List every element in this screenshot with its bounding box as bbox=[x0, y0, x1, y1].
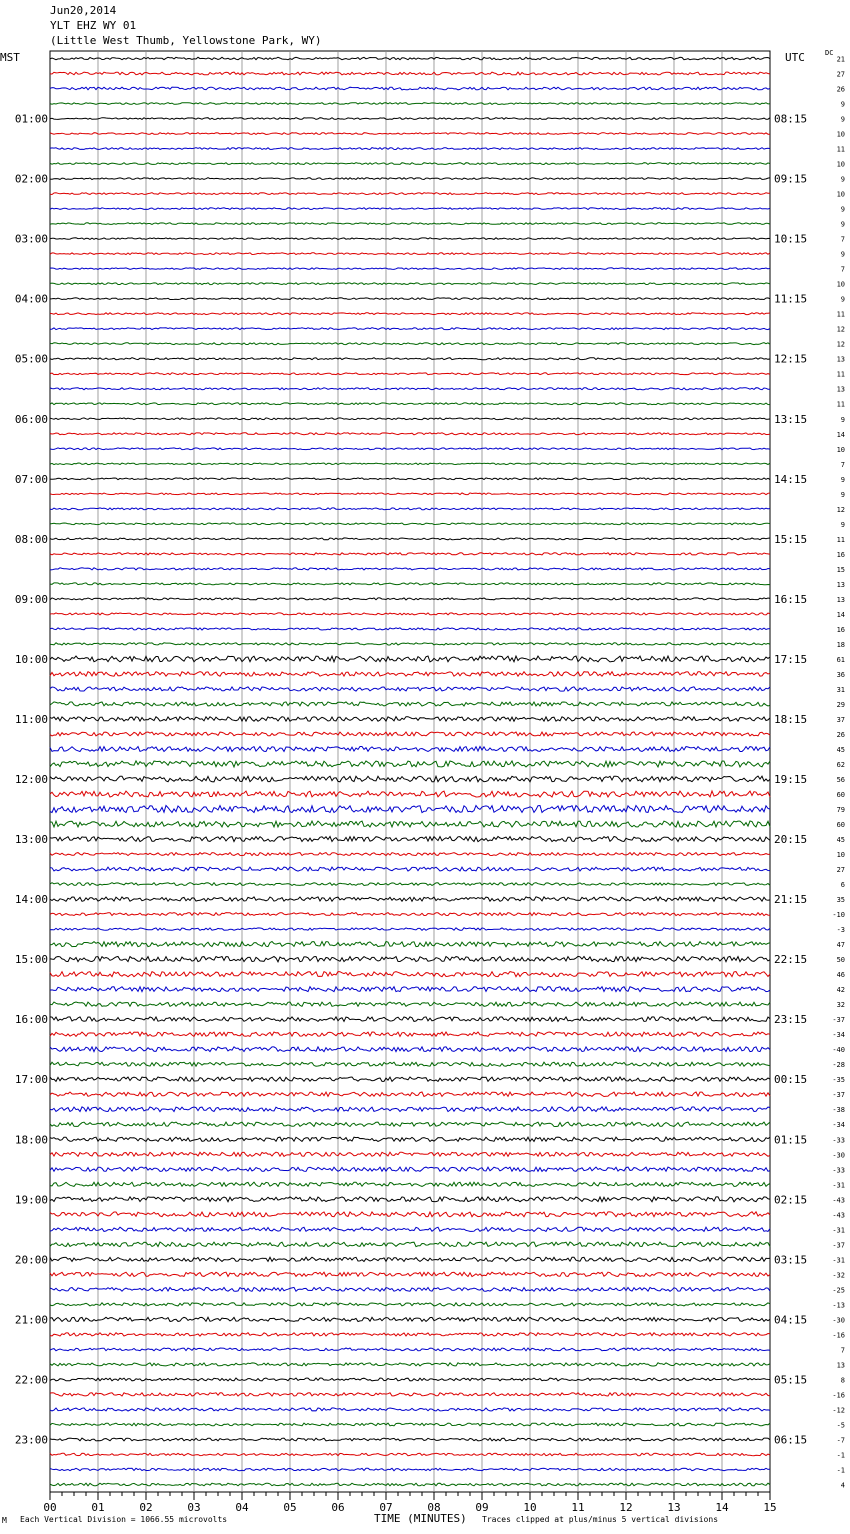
dc-offset-label: 10 bbox=[836, 160, 845, 169]
mst-hour-label: 17:00 bbox=[14, 1073, 48, 1087]
dc-offset-label: 14 bbox=[836, 430, 845, 439]
seismic-trace bbox=[50, 1077, 770, 1082]
mst-hour-label: 23:00 bbox=[14, 1433, 48, 1447]
dc-offset-label: -31 bbox=[832, 1226, 845, 1235]
seismic-trace bbox=[50, 133, 770, 135]
dc-offset-label: 16 bbox=[836, 625, 845, 634]
mst-hour-label: 21:00 bbox=[14, 1313, 48, 1327]
seismic-trace bbox=[50, 1438, 770, 1441]
seismic-trace bbox=[50, 1287, 770, 1291]
seismic-trace bbox=[50, 1002, 770, 1006]
dc-offset-label: -30 bbox=[832, 1316, 845, 1325]
seismic-trace bbox=[50, 418, 770, 420]
utc-hour-label: 18:15 bbox=[774, 712, 808, 726]
seismic-trace bbox=[50, 1182, 770, 1186]
dc-offset-label: 29 bbox=[836, 700, 845, 709]
utc-hour-label: 01:15 bbox=[774, 1133, 808, 1147]
seismic-trace bbox=[50, 747, 770, 752]
seismic-trace bbox=[50, 538, 770, 540]
dc-offset-label: 10 bbox=[836, 280, 845, 289]
dc-offset-label: 47 bbox=[836, 941, 845, 950]
seismic-trace bbox=[50, 193, 770, 195]
seismic-trace bbox=[50, 1453, 770, 1456]
seismic-trace bbox=[50, 1197, 770, 1202]
dc-offset-label: -12 bbox=[832, 1406, 845, 1415]
dc-offset-label: 9 bbox=[840, 415, 845, 424]
seismic-trace bbox=[50, 253, 770, 255]
seismic-trace bbox=[50, 761, 770, 767]
dc-offset-label: 45 bbox=[836, 836, 845, 845]
dc-offset-label: -37 bbox=[832, 1091, 845, 1100]
dc-offset-label: 7 bbox=[840, 460, 845, 469]
seismic-trace bbox=[50, 1468, 770, 1470]
dc-offset-label: -34 bbox=[832, 1031, 845, 1040]
dc-offset-label: 10 bbox=[836, 445, 845, 454]
x-tick-label: 10 bbox=[523, 1501, 537, 1514]
dc-offset-label: -31 bbox=[832, 1181, 845, 1190]
utc-hour-label: 16:15 bbox=[774, 592, 808, 606]
dc-offset-label: 12 bbox=[836, 340, 845, 349]
dc-offset-label: 11 bbox=[836, 535, 845, 544]
x-tick-label: 06 bbox=[331, 1501, 345, 1514]
seismic-trace bbox=[50, 433, 770, 435]
dc-offset-label: -1 bbox=[836, 1451, 845, 1460]
mst-hour-label: 03:00 bbox=[14, 232, 48, 246]
seismic-trace bbox=[50, 313, 770, 315]
seismic-trace bbox=[50, 672, 770, 677]
seismic-trace bbox=[50, 1378, 770, 1381]
dc-offset-label: 27 bbox=[836, 866, 845, 875]
clip-note: Traces clipped at plus/minus 5 vertical divisions bbox=[482, 1515, 719, 1524]
seismic-trace bbox=[50, 1122, 770, 1126]
seismic-trace bbox=[50, 987, 770, 992]
mst-hour-label: 07:00 bbox=[14, 472, 48, 486]
utc-hour-label: 12:15 bbox=[774, 352, 808, 366]
dc-offset-label: 46 bbox=[836, 971, 845, 980]
seismic-trace bbox=[50, 1483, 770, 1486]
seismic-trace bbox=[50, 57, 770, 59]
dc-offset-label: -32 bbox=[832, 1271, 845, 1280]
seismic-trace bbox=[50, 568, 770, 570]
utc-hour-label: 20:15 bbox=[774, 833, 808, 847]
x-tick-label: 05 bbox=[283, 1501, 297, 1514]
x-tick-label: 07 bbox=[379, 1501, 393, 1514]
mst-hour-label: 11:00 bbox=[14, 712, 48, 726]
dc-offset-label: -43 bbox=[832, 1211, 845, 1220]
seismic-trace bbox=[50, 583, 770, 585]
seismic-trace bbox=[50, 1092, 770, 1097]
mst-hour-label: 15:00 bbox=[14, 953, 48, 967]
dc-offset-label: -37 bbox=[832, 1241, 845, 1250]
mst-hour-label: 10:00 bbox=[14, 652, 48, 666]
seismic-trace bbox=[50, 553, 770, 555]
dc-offset-label: 61 bbox=[836, 655, 845, 664]
mst-hour-label: 16:00 bbox=[14, 1013, 48, 1027]
utc-hour-label: 06:15 bbox=[774, 1433, 808, 1447]
dc-offset-label: 60 bbox=[836, 791, 845, 800]
logo-mark: M bbox=[2, 1516, 7, 1525]
seismic-trace bbox=[50, 208, 770, 210]
seismic-trace bbox=[50, 343, 770, 345]
dc-offset-label: 9 bbox=[840, 295, 845, 304]
seismic-trace bbox=[50, 223, 770, 225]
dc-offset-label: 4 bbox=[840, 1481, 845, 1490]
plot-date: Jun20,2014 bbox=[50, 4, 117, 17]
seismic-trace bbox=[50, 1393, 770, 1396]
seismic-trace bbox=[50, 806, 770, 813]
dc-offset-label: -1 bbox=[836, 1466, 845, 1475]
seismic-trace bbox=[50, 268, 770, 270]
dc-offset-label: 35 bbox=[836, 896, 845, 905]
dc-offset-label: -25 bbox=[832, 1286, 845, 1295]
dc-offset-label: -16 bbox=[832, 1331, 845, 1340]
seismic-trace bbox=[50, 791, 770, 797]
dc-offset-label: 13 bbox=[836, 595, 845, 604]
seismic-trace bbox=[50, 598, 770, 600]
seismic-trace bbox=[50, 1317, 770, 1321]
seismic-trace bbox=[50, 478, 770, 480]
dc-offset-label: 45 bbox=[836, 745, 845, 754]
mst-hour-label: 04:00 bbox=[14, 292, 48, 306]
dc-offset-label: 11 bbox=[836, 370, 845, 379]
seismic-trace bbox=[50, 373, 770, 375]
utc-hour-label: 15:15 bbox=[774, 532, 808, 546]
x-axis-title: TIME (MINUTES) bbox=[374, 1512, 467, 1525]
seismic-trace bbox=[50, 72, 770, 75]
dc-offset-label: 79 bbox=[836, 806, 845, 815]
dc-offset-label: 6 bbox=[840, 881, 845, 890]
dc-offset-label: -40 bbox=[832, 1046, 845, 1055]
dc-offset-label: 9 bbox=[840, 220, 845, 229]
utc-hour-label: 14:15 bbox=[774, 472, 808, 486]
seismic-trace bbox=[50, 1242, 770, 1247]
dc-offset-label: 13 bbox=[836, 385, 845, 394]
seismic-trace bbox=[50, 1152, 770, 1156]
seismic-trace bbox=[50, 1032, 770, 1036]
dc-offset-label: 10 bbox=[836, 190, 845, 199]
dc-offset-label: 27 bbox=[836, 70, 845, 79]
seismic-trace bbox=[50, 1408, 770, 1411]
dc-offset-label: -35 bbox=[832, 1076, 845, 1085]
utc-hour-label: 11:15 bbox=[774, 292, 808, 306]
seismic-trace bbox=[50, 867, 770, 871]
dc-offset-label: 11 bbox=[836, 310, 845, 319]
seismic-trace bbox=[50, 643, 770, 645]
dc-offset-label: -16 bbox=[832, 1391, 845, 1400]
utc-hour-label: 08:15 bbox=[774, 112, 808, 126]
dc-offset-label: 32 bbox=[836, 1001, 845, 1010]
seismic-trace bbox=[50, 178, 770, 180]
x-tick-label: 14 bbox=[715, 1501, 729, 1514]
seismic-trace bbox=[50, 1257, 770, 1261]
dc-offset-label: -3 bbox=[836, 926, 845, 935]
seismic-trace bbox=[50, 1017, 770, 1022]
dc-offset-label: 7 bbox=[840, 1346, 845, 1355]
dc-offset-label: -31 bbox=[832, 1256, 845, 1265]
dc-offset-label: 42 bbox=[836, 986, 845, 995]
dc-offset-label: 9 bbox=[840, 250, 845, 259]
seismic-trace bbox=[50, 1227, 770, 1231]
seismic-trace bbox=[50, 403, 770, 405]
seismic-trace bbox=[50, 283, 770, 285]
utc-hour-label: 09:15 bbox=[774, 172, 808, 186]
seismic-trace bbox=[50, 821, 770, 827]
utc-hour-label: 13:15 bbox=[774, 412, 808, 426]
dc-offset-label: 26 bbox=[836, 730, 845, 739]
x-tick-label: 09 bbox=[475, 1501, 489, 1514]
seismic-trace bbox=[50, 1167, 770, 1171]
utc-hour-label: 05:15 bbox=[774, 1373, 808, 1387]
dc-offset-label: -37 bbox=[832, 1016, 845, 1025]
seismic-trace bbox=[50, 776, 770, 782]
x-tick-label: 08 bbox=[427, 1501, 441, 1514]
x-tick-label: 15 bbox=[763, 1501, 777, 1514]
seismic-trace bbox=[50, 1212, 770, 1217]
scale-note: Each Vertical Division = 1066.55 microvolts bbox=[20, 1515, 228, 1524]
dc-offset-label: 10 bbox=[836, 130, 845, 139]
seismic-trace bbox=[50, 942, 770, 947]
seismic-trace bbox=[50, 448, 770, 450]
dc-offset-label: 12 bbox=[836, 505, 845, 514]
right-timezone-label: UTC bbox=[785, 51, 805, 64]
mst-hour-label: 05:00 bbox=[14, 352, 48, 366]
dc-offset-label: -10 bbox=[832, 911, 845, 920]
dc-offset-label: -13 bbox=[832, 1301, 845, 1310]
seismic-trace bbox=[50, 1272, 770, 1276]
seismic-trace bbox=[50, 883, 770, 886]
dc-offset-label: 21 bbox=[836, 55, 845, 64]
seismic-trace bbox=[50, 928, 770, 931]
mst-hour-label: 19:00 bbox=[14, 1193, 48, 1207]
utc-hour-label: 19:15 bbox=[774, 773, 808, 787]
dc-offset-label: -33 bbox=[832, 1136, 845, 1145]
utc-hour-label: 03:15 bbox=[774, 1253, 808, 1267]
utc-hour-label: 21:15 bbox=[774, 893, 808, 907]
dc-offset-label: 62 bbox=[836, 760, 845, 769]
dc-offset-label: -5 bbox=[836, 1421, 845, 1430]
seismic-trace bbox=[50, 1137, 770, 1141]
seismic-trace bbox=[50, 328, 770, 330]
seismic-trace bbox=[50, 493, 770, 495]
dc-offset-label: 9 bbox=[840, 490, 845, 499]
dc-offset-label: 14 bbox=[836, 610, 845, 619]
dc-column-label: DC bbox=[825, 49, 834, 57]
dc-offset-label: -7 bbox=[836, 1436, 845, 1445]
seismic-trace bbox=[50, 388, 770, 390]
seismic-trace bbox=[50, 1333, 770, 1336]
dc-offset-label: 9 bbox=[840, 205, 845, 214]
dc-offset-label: 37 bbox=[836, 715, 845, 724]
seismic-trace bbox=[50, 523, 770, 525]
seismic-trace bbox=[50, 628, 770, 630]
label-layer bbox=[15, 56, 845, 1514]
x-tick-label: 11 bbox=[571, 1501, 585, 1514]
seismic-trace bbox=[50, 913, 770, 916]
utc-hour-label: 00:15 bbox=[774, 1073, 808, 1087]
seismic-trace bbox=[50, 717, 770, 722]
x-tick-label: 00 bbox=[43, 1501, 57, 1514]
mst-hour-label: 08:00 bbox=[14, 532, 48, 546]
mst-hour-label: 13:00 bbox=[14, 833, 48, 847]
dc-offset-label: 8 bbox=[840, 1376, 845, 1385]
seismic-trace bbox=[50, 1047, 770, 1052]
dc-offset-label: 9 bbox=[840, 475, 845, 484]
mst-hour-label: 12:00 bbox=[14, 773, 48, 787]
x-tick-label: 12 bbox=[619, 1501, 633, 1514]
mst-hour-label: 02:00 bbox=[14, 172, 48, 186]
mst-hour-label: 18:00 bbox=[14, 1133, 48, 1147]
seismic-trace bbox=[50, 702, 770, 706]
dc-offset-label: 9 bbox=[840, 520, 845, 529]
dc-offset-label: 15 bbox=[836, 565, 845, 574]
seismic-trace bbox=[50, 853, 770, 856]
seismic-trace bbox=[50, 972, 770, 977]
seismic-trace bbox=[50, 238, 770, 240]
seismic-trace bbox=[50, 463, 770, 465]
seismic-trace bbox=[50, 148, 770, 150]
dc-offset-label: 11 bbox=[836, 400, 845, 409]
seismic-trace bbox=[50, 687, 770, 691]
dc-offset-label: 56 bbox=[836, 776, 845, 785]
seismic-trace bbox=[50, 298, 770, 300]
dc-offset-label: -34 bbox=[832, 1121, 845, 1130]
utc-hour-label: 23:15 bbox=[774, 1013, 808, 1027]
utc-hour-label: 17:15 bbox=[774, 652, 808, 666]
mst-hour-label: 14:00 bbox=[14, 893, 48, 907]
x-tick-label: 03 bbox=[187, 1501, 201, 1514]
mst-hour-label: 22:00 bbox=[14, 1373, 48, 1387]
utc-hour-label: 10:15 bbox=[774, 232, 808, 246]
dc-offset-label: -43 bbox=[832, 1196, 845, 1205]
dc-offset-label: -28 bbox=[832, 1061, 845, 1070]
dc-offset-label: 50 bbox=[836, 956, 845, 965]
seismic-trace bbox=[50, 118, 770, 120]
dc-offset-label: 10 bbox=[836, 851, 845, 860]
seismic-trace bbox=[50, 1303, 770, 1306]
seismic-trace bbox=[50, 897, 770, 902]
utc-hour-label: 22:15 bbox=[774, 953, 808, 967]
mst-hour-label: 01:00 bbox=[14, 112, 48, 126]
dc-offset-label: 36 bbox=[836, 670, 845, 679]
dc-offset-label: -38 bbox=[832, 1106, 845, 1115]
seismic-trace bbox=[50, 508, 770, 510]
station-code: YLT EHZ WY 01 bbox=[50, 19, 137, 32]
seismic-trace bbox=[50, 613, 770, 615]
mst-hour-label: 20:00 bbox=[14, 1253, 48, 1267]
dc-offset-label: 31 bbox=[836, 685, 845, 694]
seismic-trace bbox=[50, 1062, 770, 1066]
dc-offset-label: 9 bbox=[840, 175, 845, 184]
mst-hour-label: 06:00 bbox=[14, 412, 48, 426]
seismic-trace bbox=[50, 732, 770, 736]
dc-offset-label: 13 bbox=[836, 1361, 845, 1370]
dc-offset-label: 18 bbox=[836, 640, 845, 649]
x-tick-label: 01 bbox=[91, 1501, 105, 1514]
utc-hour-label: 02:15 bbox=[774, 1193, 808, 1207]
dc-offset-label: 7 bbox=[840, 265, 845, 274]
seismic-trace bbox=[50, 87, 770, 90]
dc-offset-label: 60 bbox=[836, 821, 845, 830]
dc-offset-label: 26 bbox=[836, 85, 845, 94]
seismic-trace bbox=[50, 1363, 770, 1366]
dc-offset-label: 11 bbox=[836, 145, 845, 154]
seismic-trace bbox=[50, 163, 770, 165]
utc-hour-label: 04:15 bbox=[774, 1313, 808, 1327]
dc-offset-label: 12 bbox=[836, 325, 845, 334]
x-tick-label: 13 bbox=[667, 1501, 681, 1514]
trace-layer bbox=[50, 57, 770, 1486]
seismic-trace bbox=[50, 956, 770, 961]
dc-offset-label: 9 bbox=[840, 100, 845, 109]
dc-offset-label: 9 bbox=[840, 115, 845, 124]
seismic-trace bbox=[50, 1348, 770, 1351]
dc-offset-label: 13 bbox=[836, 580, 845, 589]
left-timezone-label: MST bbox=[0, 51, 20, 64]
seismic-trace bbox=[50, 837, 770, 842]
x-tick-label: 04 bbox=[235, 1501, 249, 1514]
mst-hour-label: 09:00 bbox=[14, 592, 48, 606]
seismic-trace bbox=[50, 103, 770, 105]
seismic-trace bbox=[50, 656, 770, 662]
x-tick-label: 02 bbox=[139, 1501, 153, 1514]
dc-offset-label: 7 bbox=[840, 235, 845, 244]
dc-offset-label: -33 bbox=[832, 1166, 845, 1175]
station-location: (Little West Thumb, Yellowstone Park, WY) bbox=[50, 34, 322, 47]
seismic-trace bbox=[50, 358, 770, 360]
dc-offset-label: 16 bbox=[836, 550, 845, 559]
dc-offset-label: 13 bbox=[836, 355, 845, 364]
seismic-trace bbox=[50, 1107, 770, 1112]
dc-offset-label: -30 bbox=[832, 1151, 845, 1160]
seismic-trace bbox=[50, 1423, 770, 1426]
